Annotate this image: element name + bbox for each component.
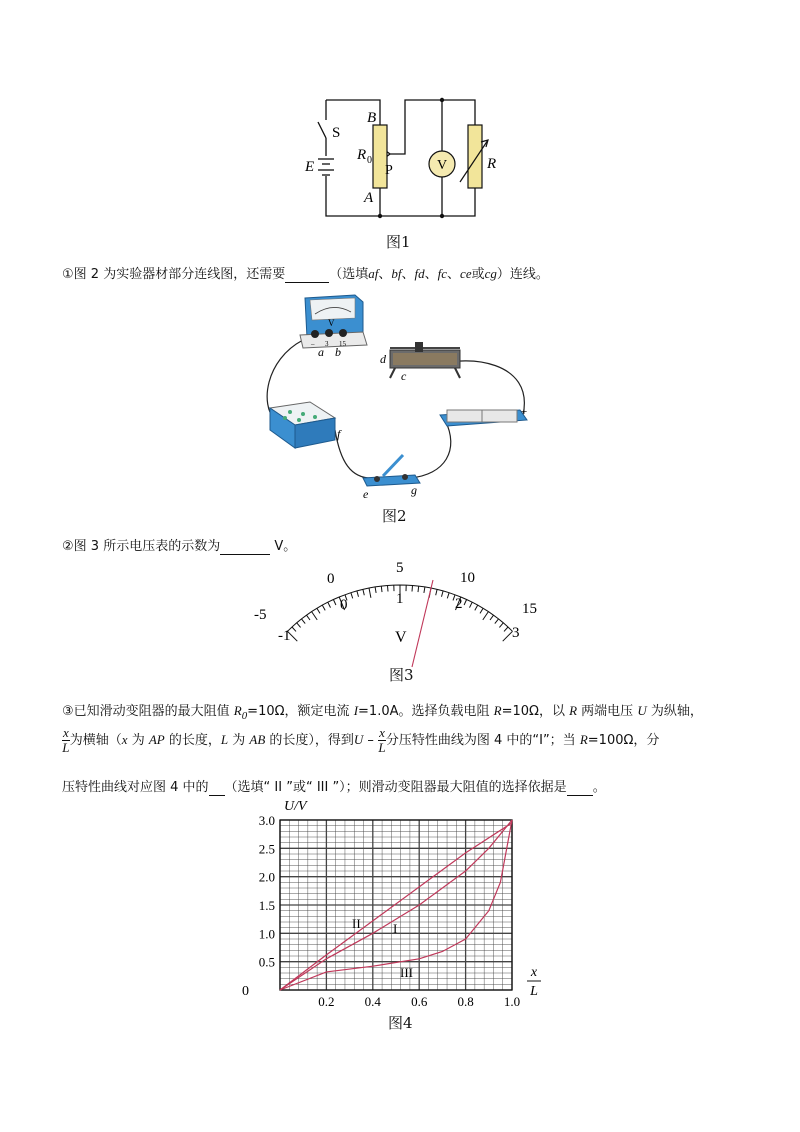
x-tick-label: 0.8 [457, 994, 474, 1009]
dial-tick [317, 608, 320, 613]
outer-tick--5: -5 [254, 607, 267, 623]
q2-blank [220, 539, 270, 555]
label-d: d [380, 352, 386, 366]
dial-tick [328, 602, 331, 607]
dial-tick [447, 593, 449, 599]
dial-tick [381, 586, 382, 592]
dial-tick [483, 612, 489, 620]
label-plus: + [521, 406, 528, 418]
q2-text: 图 3 所示电压表的示数为 [73, 539, 221, 554]
question-3-line-2 [62, 726, 659, 755]
r0-label: R [357, 147, 367, 163]
dial-tick [436, 589, 437, 595]
opt-bf: bf [391, 266, 402, 281]
q3-text: （选填“ II ”或“ III ”）；则滑动变阻器最大阻值的选择依据是 [224, 780, 567, 795]
outer-tick-0: 0 [327, 571, 335, 587]
end-b-label: B [367, 110, 377, 126]
slider-p-label: P [385, 163, 393, 178]
wire-d-source [440, 361, 524, 415]
y-tick-label: 2.5 [258, 841, 275, 857]
dial-tick [490, 615, 494, 620]
dial-tick [297, 623, 301, 628]
q3-text: 分压特性曲线为图 4 中的“I”；当 [385, 733, 580, 748]
dial-tick [363, 589, 364, 595]
q1-marker: ① [62, 267, 74, 282]
x-label-den: L [530, 984, 538, 999]
frac-num: x [379, 725, 385, 740]
figure-1-circuit [290, 90, 510, 225]
opt-af: af [368, 266, 379, 281]
q1-mid: （选填 [329, 267, 369, 282]
dial-tick [388, 586, 389, 592]
emf-label: E [305, 159, 315, 175]
dial-tick [475, 605, 478, 610]
voltmeter-device [300, 295, 367, 348]
q3-r0: R [233, 703, 242, 718]
figure-1-caption: 图1 [386, 233, 411, 251]
question-1 [62, 263, 549, 283]
load-r-label: R [487, 156, 497, 172]
q2-marker: ② [62, 539, 74, 554]
or-word: 或 [471, 267, 485, 282]
dial-tick [322, 605, 325, 610]
q3-u: U [353, 732, 364, 747]
q3-text: 为纵轴， [646, 704, 703, 719]
dial-tick [357, 591, 359, 597]
dial-tick [375, 587, 376, 593]
dial-tick [369, 588, 371, 598]
opt-fd: fd [414, 266, 425, 281]
figure-2-apparatus [255, 290, 555, 505]
figure-3-caption: 图3 [389, 666, 414, 684]
x-label-num: x [530, 965, 538, 980]
q3-r: R [493, 703, 502, 718]
dial-tick [499, 623, 503, 628]
dial-tick [312, 612, 318, 620]
dial-tick [470, 602, 473, 607]
x-tick-label: 0.2 [318, 994, 335, 1009]
dial-tick [307, 615, 311, 620]
x-tick-label: 0.4 [364, 994, 381, 1009]
dial-unit: V [395, 629, 407, 646]
question-3-line-1 [62, 700, 703, 722]
sep: 、 [401, 267, 415, 282]
curve-label-iii: III [400, 965, 413, 980]
curve-label-ii: II [352, 916, 361, 931]
knife-switch [363, 455, 420, 486]
question-2 [62, 535, 296, 555]
q3-text: 为 [127, 733, 149, 748]
frac-den: L [378, 740, 386, 755]
q3-l: L [220, 732, 229, 747]
frac-num: x [63, 725, 69, 740]
dial-tick [442, 591, 444, 597]
q3-ab: AB [249, 732, 266, 747]
q1-end: ）连线。 [496, 267, 549, 282]
inner-tick-3: 3 [512, 625, 520, 641]
figure-2-caption: 图2 [382, 507, 407, 525]
sep: 、 [378, 267, 392, 282]
q3-marker: ③ [62, 704, 74, 719]
label-f: f [337, 427, 341, 441]
opt-cg: cg [484, 266, 497, 281]
r0-subscript: 0 [367, 155, 372, 166]
q3-text: 为横轴（ [69, 733, 122, 748]
q3-text: 的长度），得到 [265, 733, 354, 748]
q3-ap: AP [148, 732, 165, 747]
q3-i: I [353, 703, 359, 718]
q3-x: x [121, 732, 128, 747]
dial-tick [412, 586, 413, 592]
q3-text: =100Ω，分 [587, 733, 660, 748]
figure-4-caption: 图4 [388, 1014, 413, 1032]
q3-text: 已知滑动变阻器的最大阻值 [73, 704, 234, 719]
battery-box [440, 410, 527, 426]
y-tick-label: 0.5 [258, 954, 275, 970]
y-tick-label: 2.0 [258, 869, 275, 885]
q3-blank-1 [209, 780, 225, 796]
q3-text: 的长度， [164, 733, 221, 748]
label-a: a [318, 345, 324, 359]
sep: 、 [424, 267, 438, 282]
q3-r: R [569, 703, 578, 718]
q3-u: U [637, 703, 647, 718]
q1-blank [285, 267, 329, 283]
y-tick-0: 0 [242, 984, 249, 999]
dial-tick [418, 586, 419, 592]
x-tick-label: 0.6 [411, 994, 428, 1009]
resistance-box [270, 402, 335, 448]
label-g: g [411, 483, 417, 497]
figure-4-chart [240, 795, 560, 1015]
inner-tick-2: 2 [455, 596, 463, 612]
label-e: e [363, 487, 369, 501]
y-tick-label: 3.0 [258, 813, 275, 828]
dial-tick [351, 593, 353, 599]
needle [412, 580, 433, 667]
q3-text: 两端电压 [577, 704, 638, 719]
fraction-x-over-l [62, 726, 70, 755]
q1-text: 图 2 为实验器材部分连线图，还需要 [73, 267, 286, 282]
dial-tick [504, 627, 508, 631]
dial-tick [424, 587, 425, 593]
q3-blank-2 [567, 780, 593, 796]
q3-r0-sub: 0 [241, 709, 248, 722]
q3-dash: – [363, 733, 379, 748]
q2-unit: V。 [270, 539, 297, 554]
q3-text: =1.0A。选择负载电阻 [358, 704, 494, 719]
fraction-x-over-l [378, 726, 386, 755]
q3-text: 。 [592, 780, 606, 795]
voltmeter-label: V [436, 158, 448, 173]
dial-tick [302, 619, 306, 624]
inner-tick-0: 0 [340, 597, 348, 613]
label-c: c [401, 369, 407, 383]
outer-tick-10: 10 [460, 570, 475, 586]
end-a-label: A [364, 190, 374, 206]
q3-r: R [579, 732, 588, 747]
x-tick-label: 1.0 [503, 994, 521, 1009]
inner-tick--1: -1 [278, 628, 291, 644]
figure-3-dial [250, 555, 550, 670]
q3-text: 为 [228, 733, 250, 748]
switch-label: S [332, 125, 341, 141]
opt-ce: ce [460, 266, 472, 281]
terminal-minus: – [311, 340, 315, 348]
voltmeter-v: V [328, 318, 335, 328]
question-3-line-3 [62, 776, 606, 796]
dial-tick [292, 627, 296, 631]
opt-fc: fc [437, 266, 448, 281]
dial-tick [495, 619, 499, 624]
q3-text: =10Ω，以 [501, 704, 570, 719]
outer-tick-5: 5 [396, 560, 404, 576]
dial-tick [464, 600, 467, 606]
frac-den: L [62, 740, 70, 755]
outer-tick-15: 15 [522, 601, 537, 617]
y-tick-label: 1.0 [258, 926, 275, 942]
q3-text: =10Ω，额定电流 [247, 704, 354, 719]
y-tick-label: 1.5 [258, 898, 275, 913]
label-b: b [335, 345, 341, 359]
sep: 、 [447, 267, 461, 282]
wire-f-e [335, 430, 375, 478]
dial-tick [333, 600, 336, 606]
curve-label-i: I [393, 921, 398, 936]
terminal-15: 15 [339, 340, 346, 348]
y-axis-label: U/V [284, 799, 307, 814]
terminal-3: 3 [325, 340, 329, 348]
wire-g-box [410, 420, 451, 478]
q3-text: 压特性曲线对应图 4 中的 [62, 780, 209, 795]
inner-tick-1: 1 [396, 591, 404, 607]
dial-tick [480, 608, 483, 613]
